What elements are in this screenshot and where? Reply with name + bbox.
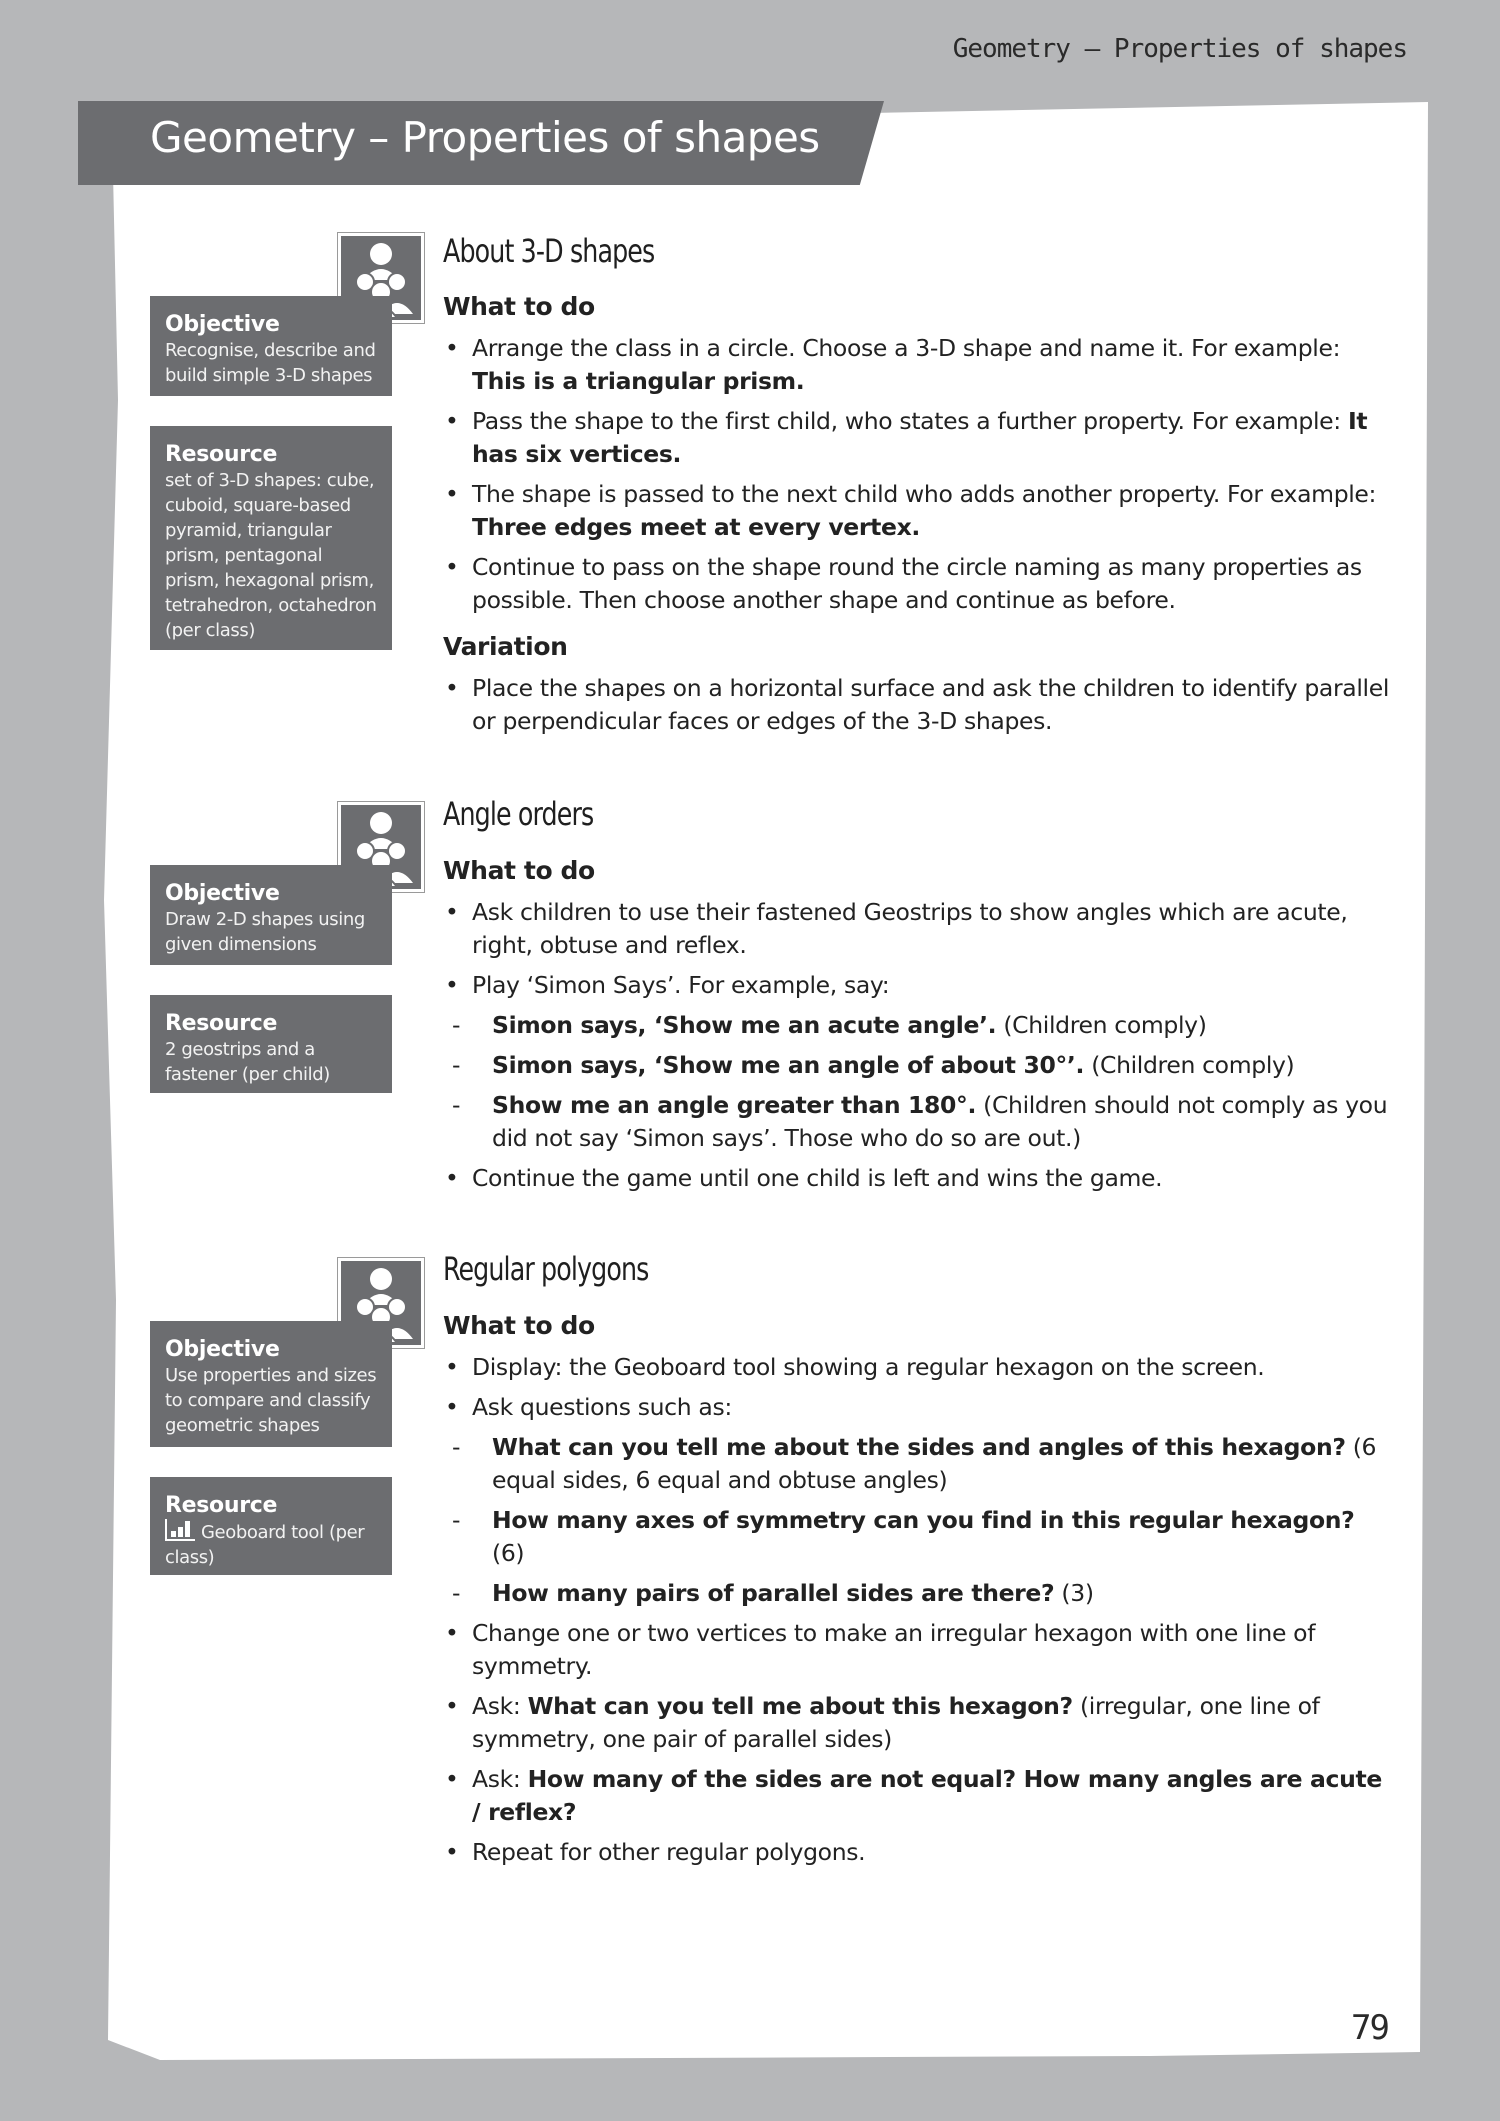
resource-box	[150, 995, 392, 1093]
variation-list	[443, 672, 1393, 745]
resource-text: Geoboard tool (per class)	[165, 1522, 365, 1568]
resource-text: set of 3-D shapes: cube, cuboid, square-based pyramid, triangular prism, pentagonal prism, hexagonal prism, tetrahedron, octahedron (per class)	[165, 470, 377, 641]
resource-label: Resource	[165, 1493, 278, 1518]
sub-list-item: - Simon says, ‘Show me an angle of about 30°’. (Children comply)	[452, 1051, 1295, 1079]
list-item: • Arrange the class in a circle. Choose a 3-D shape and name it. For example: This is a triangular prism.	[443, 332, 1393, 398]
resource-text: 2 geostrips and a fastener (per child)	[165, 1039, 330, 1085]
what-to-do-heading: What to do	[443, 292, 595, 321]
running-head: Geometry – Properties of shapes	[952, 34, 1407, 64]
list-item: • Pass the shape to the first child, who states a further property. For example: It has six vertices.	[443, 405, 1393, 471]
list-item: • Display: the Geoboard tool showing a regular hexagon on the screen.	[443, 1351, 1393, 1384]
sub-list-item: - How many axes of symmetry can you find in this regular hexagon? (6)	[452, 1506, 1355, 1567]
page-title: Geometry – Properties of shapes	[150, 113, 820, 162]
objective-box	[150, 296, 392, 396]
bullet-list	[443, 332, 1393, 624]
activity-title: Angle orders	[443, 795, 594, 833]
list-item: • Change one or two vertices to make an irregular hexagon with one line of symmetry.	[443, 1617, 1393, 1683]
sub-list-item: - Simon says, ‘Show me an acute angle’. (Children comply)	[452, 1011, 1207, 1039]
list-item: • Continue the game until one child is left and wins the game.	[443, 1162, 1393, 1195]
objective-text: Draw 2-D shapes using given dimensions	[165, 909, 365, 955]
objective-label: Objective	[165, 1337, 280, 1362]
objective-text: Recognise, describe and build simple 3-D shapes	[165, 340, 376, 386]
what-to-do-heading: What to do	[443, 856, 595, 885]
resource-text-line	[165, 1519, 378, 1570]
variation-heading: Variation	[443, 632, 568, 661]
resource-box	[150, 1477, 392, 1575]
resource-label: Resource	[165, 1011, 278, 1036]
resource-box	[150, 426, 392, 650]
what-to-do-heading: What to do	[443, 1311, 595, 1340]
objective-box	[150, 865, 392, 965]
list-item: • Continue to pass on the shape round the circle naming as many properties as possible. Then choose another shape and continue as before.	[443, 551, 1393, 617]
bullet-list	[443, 1351, 1393, 1876]
objective-box	[150, 1321, 392, 1447]
list-item: • Ask: What can you tell me about this hexagon? (irregular, one line of symmetry, one pair of parallel sides)	[443, 1690, 1393, 1756]
bullet-list	[443, 896, 1393, 1202]
list-item: • Place the shapes on a horizontal surface and ask the children to identify parallel or perpendicular faces or edges of the 3-D shapes.	[443, 672, 1393, 738]
resource-label: Resource	[165, 442, 278, 467]
objective-label: Objective	[165, 312, 280, 337]
list-item: • Play ‘Simon Says’. For example, say:	[443, 969, 1393, 1002]
activity-title: About 3-D shapes	[443, 232, 655, 270]
page-number: 79	[1351, 2008, 1388, 2048]
sub-list-item: - Show me an angle greater than 180°. (Children should not comply as you did not say ‘Simon says’. Those who do so are out.)	[452, 1091, 1388, 1152]
activity-title: Regular polygons	[443, 1250, 649, 1288]
objective-text: Use properties and sizes to compare and classify geometric shapes	[165, 1365, 377, 1436]
list-item: • Ask questions such as:	[443, 1391, 1393, 1424]
list-item: • Repeat for other regular polygons.	[443, 1836, 1393, 1869]
objective-label: Objective	[165, 881, 280, 906]
list-item: • Ask: How many of the sides are not equal? How many angles are acute / reflex?	[443, 1763, 1393, 1829]
sub-list-item: - What can you tell me about the sides and angles of this hexagon? (6 equal sides, 6 equal and obtuse angles)	[452, 1433, 1377, 1494]
sub-list-item: - How many pairs of parallel sides are there? (3)	[452, 1579, 1094, 1607]
list-item: • The shape is passed to the next child who adds another property. For example: Three edges meet at every vertex.	[443, 478, 1393, 544]
list-item: • Ask children to use their fastened Geostrips to show angles which are acute, right, obtuse and reflex.	[443, 896, 1393, 962]
bar-chart-icon	[165, 1519, 195, 1541]
